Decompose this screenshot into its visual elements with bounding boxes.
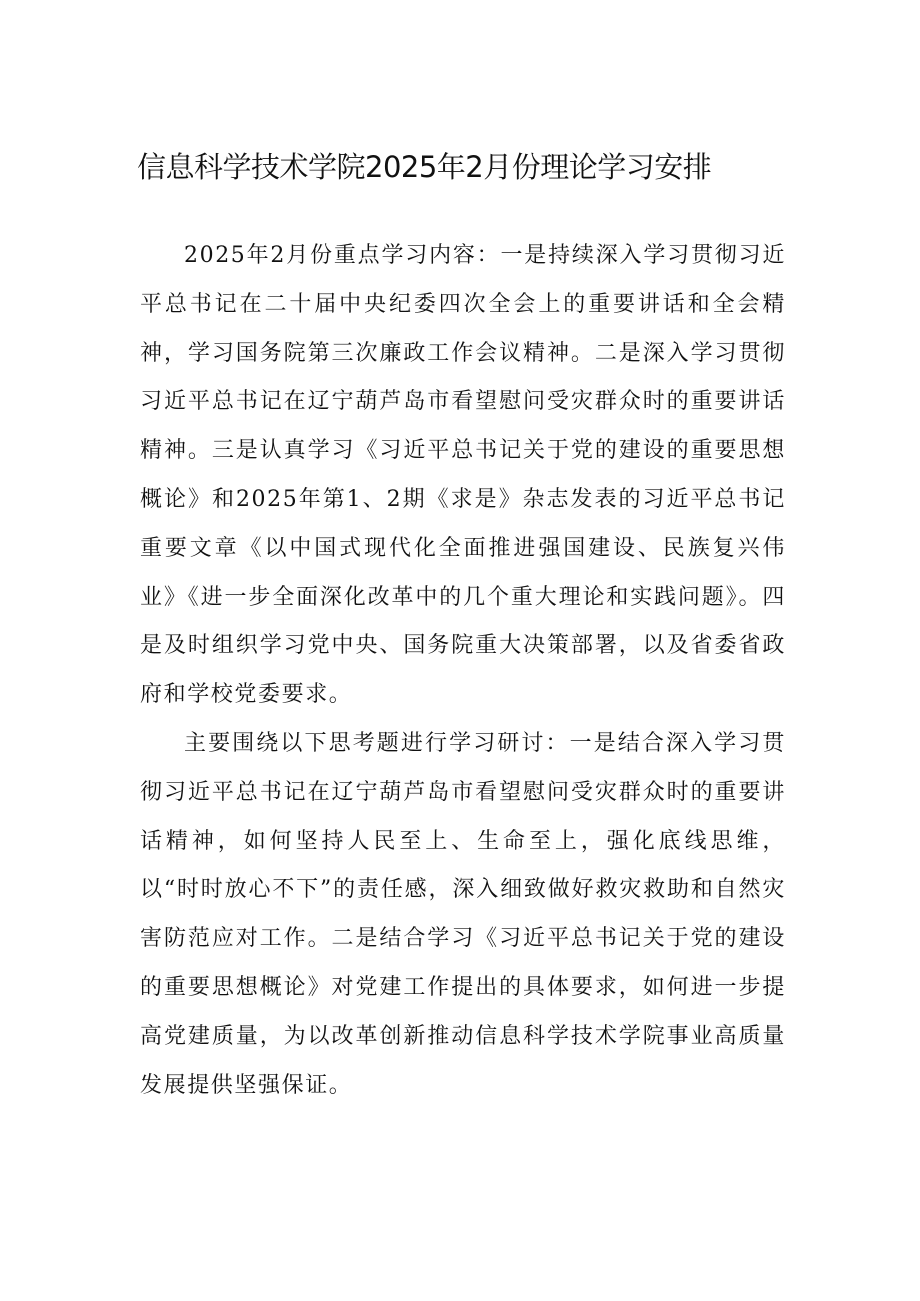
document-title: 信息科学技术学院2025年2月份理论学习安排 — [137, 150, 712, 184]
paragraph-discussion-topics: 主要围绕以下思考题进行学习研讨：一是结合深入学习贯彻习近平总书记在辽宁葫芦岛市看望慰问受灾群众时的重要讲话精神，如何坚持人民至上、生命至上，强化底线思维，以“时时放心不下”的责任感，深入细致做好救灾救助和自然灾害防范应对工作。二是结合学习《习近平总书记关于党的建设的重要思想概论》对党建工作提出的具体要求，如何进一步提高党建质量，为以改革创新推动信息科学技术学院事业高质量发展提供坚强保证。 — [140, 730, 786, 1098]
paragraph-study-content: 2025年2月份重点学习内容：一是持续深入学习贯彻习近平总书记在二十届中央纪委四次全会上的重要讲话和全会精神，学习国务院第三次廉政工作会议精神。二是深入学习贯彻习近平总书记在辽宁葫芦岛市看望慰问受灾群众时的重要讲话精神。三是认真学习《习近平总书记关于党的建设的重要思想概论》和2025年第1、2期《求是》杂志发表的习近平总书记重要文章《以中国式现代化全面推进强国建设、民族复兴伟业》《进一步全面深化改革中的几个重大理论和实践问题》。四是及时组织学习党中央、国务院重大决策部署，以及省委省政府和学校党委要求。 — [140, 243, 786, 708]
document-body — [140, 232, 786, 1110]
